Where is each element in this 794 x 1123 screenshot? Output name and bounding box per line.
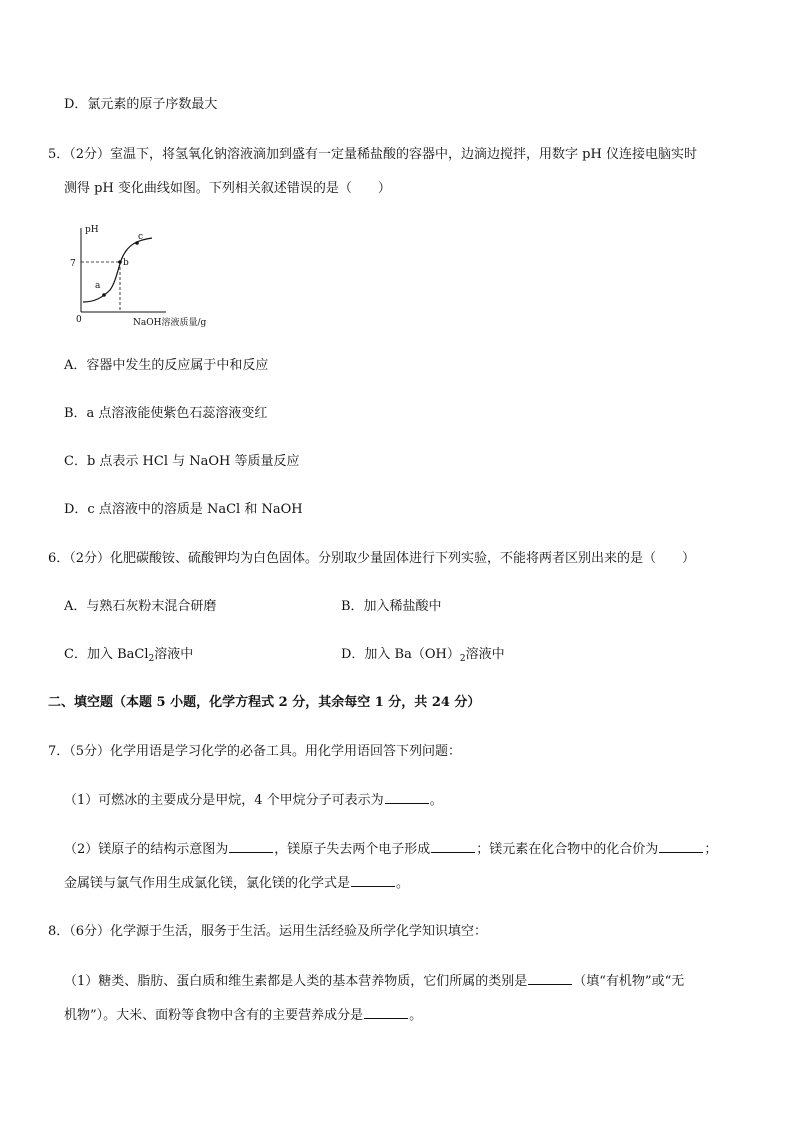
q7-part2-text-a: （2）镁原子的结构示意图为 bbox=[64, 842, 229, 857]
q8-part1 bbox=[64, 972, 684, 991]
point-c-label: c bbox=[138, 232, 144, 242]
q6-stem: 6．（2分）化肥碳酸铵、硫酸钾均为白色固体。分别取少量固体进行下列实验，不能将两者区别出来的是（ ） bbox=[48, 551, 696, 566]
q7-part2-line2-text: 金属镁与氯气作用生成氯化镁，氯化镁的化学式是 bbox=[64, 876, 351, 891]
q6-option-d bbox=[341, 646, 505, 668]
ph-curve bbox=[83, 238, 152, 302]
q6-option-b: B．加入稀盐酸中 bbox=[341, 599, 442, 614]
q7-part2-text-c: ；镁元素在化合物中的化合价为 bbox=[476, 842, 659, 857]
q5-stem-line1: 5．（2分）室温下，将氢氧化钠溶液滴加到盛有一定量稀盐酸的容器中，边滴边搅拌，用数字 pH 仪连接电脑实时 bbox=[48, 147, 697, 162]
q7-blank-2[interactable] bbox=[229, 840, 273, 853]
q7-part2-text-b: ，镁原子失去两个电子形成 bbox=[274, 842, 431, 857]
y-axis-label: pH bbox=[85, 225, 99, 235]
q7-blank-4[interactable] bbox=[659, 840, 703, 853]
origin-label: 0 bbox=[76, 315, 82, 325]
q8-part1-text: （1）糖类、脂肪、蛋白质和维生素都是人类的基本营养物质，它们所属的类别是 bbox=[64, 974, 528, 989]
q8-part1-tail: （填“有机物”或“无 bbox=[573, 974, 685, 989]
q6-option-c-sub: 2 bbox=[148, 654, 155, 664]
point-b-label: b bbox=[123, 258, 129, 268]
q4-option-d: D．氯元素的原子序数最大 bbox=[64, 97, 218, 112]
q6-option-c-text: C．加入 BaCl bbox=[64, 647, 149, 662]
section-2-title: 二、填空题（本题 5 小题，化学方程式 2 分，其余每空 1 分，共 24 分） bbox=[48, 695, 481, 710]
q7-part2-text-d: ； bbox=[704, 842, 718, 857]
q6-option-d-tail: 溶液中 bbox=[465, 647, 505, 662]
point-a-label: a bbox=[95, 281, 101, 291]
q8-part1-line2-text: 机物”）。大米、面粉等食物中含有的主要营养成分是 bbox=[64, 1008, 364, 1023]
q8-part1-line2 bbox=[64, 1006, 422, 1025]
q6-option-d-text: D．加入 Ba（OH） bbox=[341, 647, 460, 662]
q6-option-c-tail: 溶液中 bbox=[154, 647, 194, 662]
q7-part2-line2-end: 。 bbox=[396, 876, 410, 891]
q8-blank-1[interactable] bbox=[528, 972, 572, 985]
ph-curve-chart bbox=[66, 220, 226, 332]
q7-blank-1[interactable] bbox=[385, 791, 429, 804]
y-tick-7: 7 bbox=[70, 259, 76, 269]
point-a bbox=[102, 293, 106, 297]
q8-part1-line2-end: 。 bbox=[409, 1008, 423, 1023]
point-b bbox=[118, 260, 122, 264]
q7-part2 bbox=[64, 840, 717, 859]
q7-blank-3[interactable] bbox=[431, 840, 475, 853]
q7-part2-line2 bbox=[64, 874, 409, 893]
x-axis-label: NaOH溶液质量/g bbox=[133, 318, 207, 328]
q7-part1-text: （1）可燃冰的主要成分是甲烷，4 个甲烷分子可表示为 bbox=[64, 793, 384, 808]
q7-stem: 7．（5分）化学用语是学习化学的必备工具。用化学用语回答下列问题： bbox=[48, 744, 462, 759]
q8-stem: 8．（6分）化学源于生活，服务于生活。运用生活经验及所学化学知识填空： bbox=[48, 924, 488, 939]
q6-option-a: A．与熟石灰粉末混合研磨 bbox=[64, 599, 217, 614]
q5-option-b: B．a 点溶液能使紫色石蕊溶液变红 bbox=[64, 406, 268, 421]
q7-blank-5[interactable] bbox=[351, 874, 395, 887]
q5-stem-line2: 测得 pH 变化曲线如图。下列相关叙述错误的是（ ） bbox=[64, 181, 391, 196]
q8-blank-2[interactable] bbox=[364, 1006, 408, 1019]
q6-option-c bbox=[64, 646, 193, 668]
q5-option-d: D．c 点溶液中的溶质是 NaCl 和 NaOH bbox=[64, 502, 303, 517]
q7-part1-end: 。 bbox=[429, 793, 443, 808]
q7-part1 bbox=[64, 791, 443, 810]
q5-option-c: C．b 点表示 HCl 与 NaOH 等质量反应 bbox=[64, 454, 300, 469]
q6-option-d-sub: 2 bbox=[459, 654, 466, 664]
q5-option-a: A．容器中发生的反应属于中和反应 bbox=[64, 358, 269, 373]
